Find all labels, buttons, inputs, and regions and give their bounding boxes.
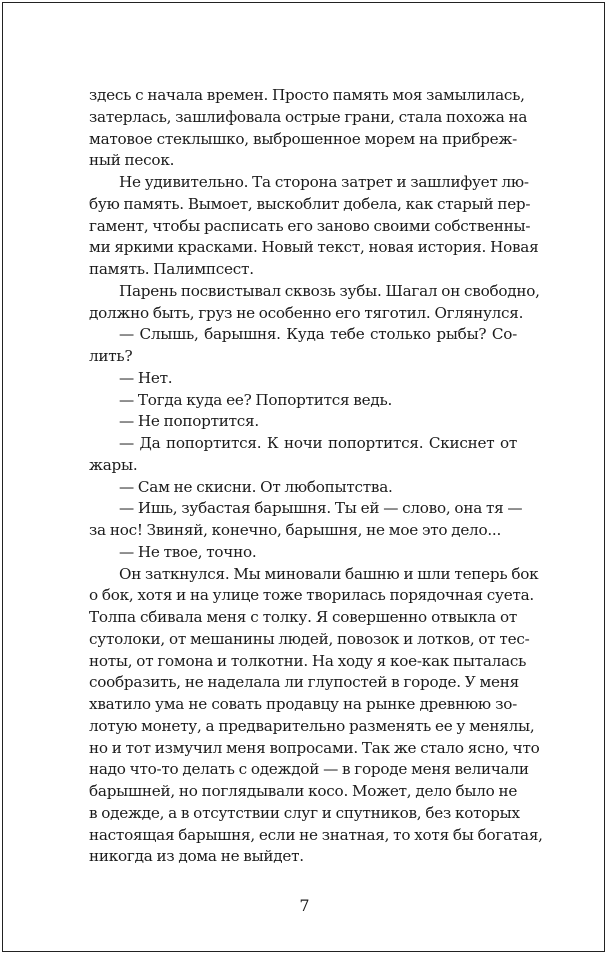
- text-line: здесь с начала времен. Просто память моя замылилась,: [89, 86, 525, 104]
- text-line: жары.: [89, 455, 138, 474]
- text-line: настоящая барышня, если не знатная, то хотя бы богатая,: [89, 825, 543, 844]
- text-line: должно быть, груз не особенно его тяготил. Оглянулся.: [89, 303, 524, 322]
- text-line: за нос! Звиняй, конечно, барышня, не мое это дело...: [89, 521, 502, 539]
- text-line: — Сам не скисни. От любопытства.: [119, 477, 393, 496]
- text-line: хватило ума не совать продавцу на рынке древнюю зо-: [89, 695, 517, 713]
- text-line: ноты, от гомона и толкотни. На ходу я кое-как пыталась: [89, 651, 527, 670]
- text-line: надо что-то делать с одеждой — в городе меня величали: [89, 760, 529, 779]
- text-line: никогда из дома не выйдет.: [89, 847, 304, 866]
- text-line: лотую монету, а предварительно разменять ее у менялы,: [89, 716, 535, 735]
- text-line: — Тогда куда ее? Попортится ведь.: [119, 390, 393, 409]
- page-number: 7: [299, 896, 310, 915]
- text-line: — Нет.: [119, 368, 173, 387]
- text-line: память. Палимпсест.: [89, 260, 254, 278]
- text-line: лить?: [89, 347, 133, 365]
- text-line: о бок, хотя и на улице тоже творилась порядочная суета.: [89, 586, 535, 605]
- text-line: но и тот измучил меня вопросами. Так же стало ясно, что: [89, 738, 540, 757]
- text-line: сообразить, не наделала ли глупостей в городе. У меня: [89, 673, 519, 692]
- text-line: Толпа сбивала меня с толку. Я совершенно отвыкла от: [89, 608, 517, 626]
- text-line: — Да попортится. К ночи попортится. Скиснет от: [119, 434, 517, 452]
- text-line: Он заткнулся. Мы миновали башню и шли теперь бок: [119, 564, 539, 583]
- text-line: матовое стеклышко, выброшенное морем на прибреж-: [89, 129, 517, 148]
- text-line: — Ишь, зубастая барышня. Ты ей — слово, она тя —: [119, 499, 523, 518]
- text-line: Парень посвистывал сквозь зубы. Шагал он свободно,: [119, 281, 540, 300]
- text-line: — Не попортится.: [119, 412, 259, 431]
- text-line: барышней, но поглядывали косо. Может, дело было не: [89, 782, 518, 800]
- text-line: гамент, чтобы расписать его заново своими собственны-: [89, 216, 531, 235]
- body-text: [89, 85, 543, 868]
- text-line: бую память. Вымоет, выскоблит добела, как старый пер-: [89, 194, 531, 213]
- text-line: в одежде, а в отсутствии слуг и спутников, без которых: [89, 803, 520, 822]
- text-line: — Не твое, точно.: [119, 542, 257, 561]
- text-line: затерлась, зашлифовала острые грани, стала похожа на: [89, 107, 528, 126]
- text-line: ный песок.: [89, 151, 175, 170]
- text-line: сутолоки, от мешанины людей, повозок и лотков, от тес-: [89, 629, 530, 648]
- text-line: — Слышь, барышня. Куда тебе столько рыбы? Со-: [119, 325, 517, 344]
- text-line: ми яркими красками. Новый текст, новая история. Новая: [89, 238, 539, 257]
- text-line: Не удивительно. Та сторона затрет и зашлифует лю-: [119, 173, 529, 191]
